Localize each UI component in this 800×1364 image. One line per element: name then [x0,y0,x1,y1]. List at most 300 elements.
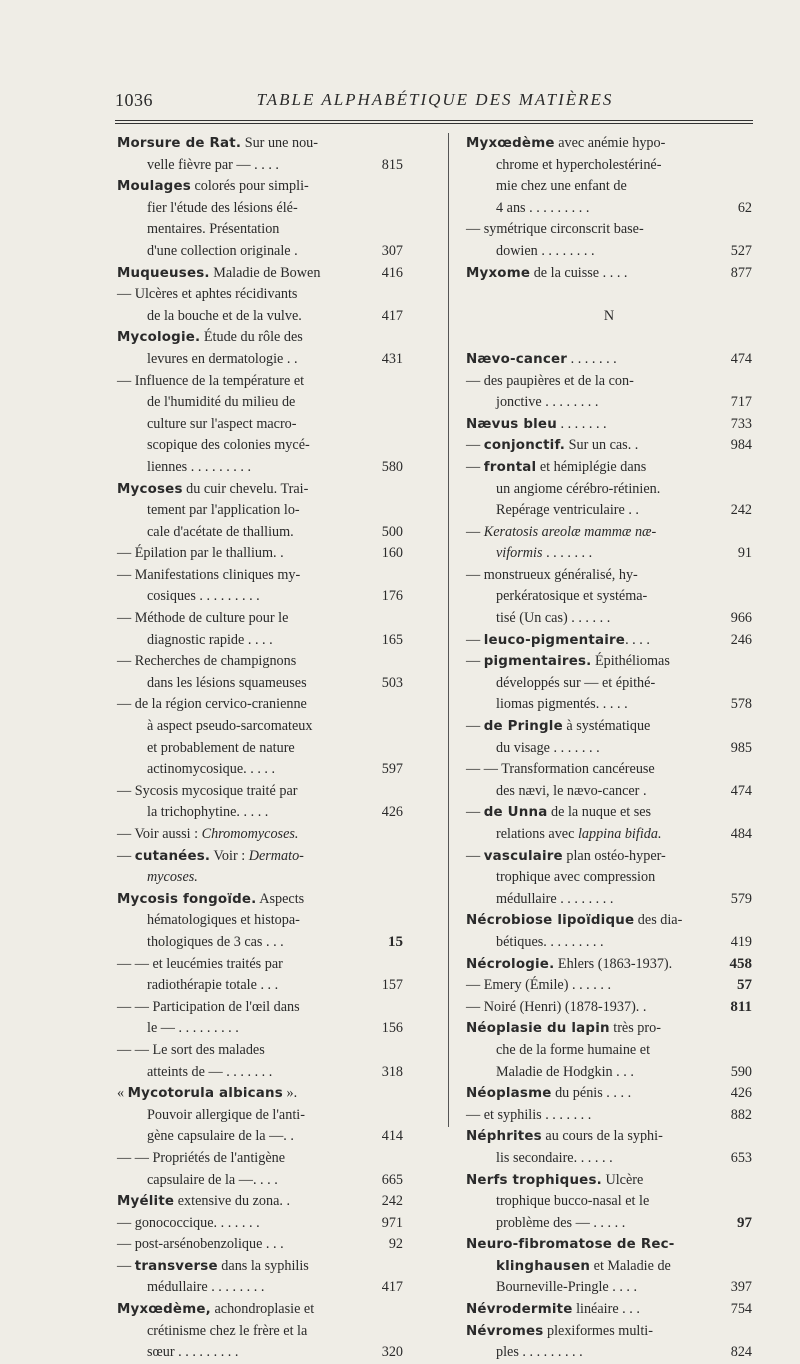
entry-text-part: — — Le sort des malades [117,1041,265,1058]
entry-text-part: Aspects [256,890,305,907]
entry-text-part: liennes . . . . . . . . . [147,458,252,475]
entry-text-part: atteints de — . . . . . . . [147,1063,273,1080]
entry-text-part: à systématique [562,718,651,735]
index-line [117,457,403,479]
entry-text [147,1277,264,1299]
index-line [466,608,752,630]
entry-subheading: transverse [134,1258,218,1274]
entry-subheading: frontal [483,459,537,475]
entry-heading: Myxœdème [466,136,555,151]
entry-text-part: fier l'étude des lésions élé- [147,199,298,216]
page-reference: 242 [730,502,752,519]
entry-text [496,1277,637,1299]
column-divider [448,133,449,1127]
index-line [117,1018,403,1040]
index-line [466,284,752,306]
entry-text [117,954,283,976]
index-line [466,1018,752,1040]
entry-text-part: — [117,1257,135,1274]
entry-text [496,198,589,220]
entry-italic: Keratosis areolæ mammæ næ- [483,523,657,540]
entry-text [496,586,647,608]
entry-text-part: Sur une nou- [241,135,318,151]
entry-text-part: problème des — . . . . . [496,1214,626,1231]
index-line [466,997,752,1019]
entry-text [466,1234,675,1256]
index-line [466,1299,752,1321]
index-line [466,457,752,479]
entry-text-part: ». [282,1085,298,1102]
entry-text-part: — [466,718,484,735]
index-line [466,1105,752,1127]
section-letter: N [603,307,615,324]
entry-text [117,1040,265,1062]
entry-text [496,738,600,760]
entry-text [117,824,298,846]
index-line [466,414,752,436]
page-reference: 426 [381,804,403,821]
index-line [466,1277,752,1299]
entry-text-part: Épithéliomas [591,653,670,670]
entry-text-part: bétiques. . . . . . . . . [496,933,604,950]
index-line [466,479,752,501]
entry-text-part: perkératosique et systéma- [496,588,648,605]
entry-text [466,802,651,824]
index-line [117,630,403,652]
entry-text [496,608,610,630]
entry-text-part: — Méthode de culture pour le [117,610,289,627]
index-line [117,997,403,1019]
index-line [117,522,403,544]
entry-heading: Myélite [117,1194,175,1210]
entry-text-part: cosiques . . . . . . . . . [147,588,260,605]
entry-text-part: sœur . . . . . . . . . [147,1344,239,1361]
entry-text-part: un angiome cérébro-rétinien. [496,480,661,497]
entry-text [496,543,592,565]
page-reference: 484 [730,826,752,842]
entry-text [466,1126,663,1148]
entry-text [466,1018,661,1040]
entry-text [496,694,628,716]
entry-text-part: colorés pour simpli- [190,178,309,195]
index-line [117,543,403,565]
entry-italic: mycoses. [147,869,198,886]
entry-subheading: de Unna [483,805,548,821]
page-reference: 417 [381,1279,403,1296]
page-reference: 500 [381,523,403,540]
index-line [117,435,403,457]
index-line [117,1342,403,1364]
index-line [466,954,752,976]
entry-text-part: — gonococcique. . . . . . . [117,1214,260,1231]
entry-text-part: mentaires. Présentation [147,221,280,238]
entry-text [147,910,300,932]
index-line [466,349,752,371]
index-line [466,435,752,457]
index-line [466,306,752,328]
page-reference: 160 [381,545,403,562]
index-line [117,975,403,997]
page-reference: 416 [381,264,403,281]
index-line [466,1040,752,1062]
entry-text [496,824,662,846]
entry-subheading: cutanées. [134,848,211,864]
entry-heading: Nécrobiose lipoïdique [466,913,635,929]
entry-text-part: de la nuque et ses [547,804,652,821]
entry-text [147,716,312,738]
page-reference: 754 [730,1301,752,1318]
entry-italic: Chromomycoses. [201,826,299,842]
entry-heading: klinghausen [496,1258,591,1274]
entry-text [466,457,646,479]
entry-text-part: tement par l'application lo- [147,502,300,519]
entry-text [466,997,646,1019]
index-line [117,932,403,954]
index-line [117,759,403,781]
entry-text-part: relations avec [496,826,578,842]
entry-text-part: de l'humidité du milieu de [147,394,296,411]
index-line [466,1083,752,1105]
index-line [117,155,403,177]
entry-text [147,975,278,997]
entry-text-part: . . . . . . . [556,415,607,432]
index-line [117,1126,403,1148]
entry-text-part: dans la syphilis [217,1257,309,1274]
entry-text [466,349,617,371]
entry-text [496,1040,650,1062]
entry-italic: Dermato- [248,847,304,864]
index-line [117,284,403,306]
index-line [466,781,752,803]
index-line [117,1170,403,1192]
page-reference: 474 [730,782,752,799]
entry-heading: Nécrologie. [466,956,555,972]
entry-text [496,867,655,889]
page-reference: 426 [730,1085,752,1102]
page-reference: 414 [381,1128,403,1145]
entry-text [466,522,656,544]
entry-text-part: . . . . . . . [542,545,593,562]
index-line [117,846,403,868]
entry-text-part: de la bouche et de la vulve. [147,307,302,324]
page-reference: 984 [730,437,752,454]
index-line [117,738,403,760]
index-line [466,651,752,673]
entry-text [496,889,613,911]
index-line [466,1062,752,1084]
index-line [117,1083,403,1105]
entry-text-part: capsulaire de la —. . . . [147,1171,278,1188]
index-line [466,910,752,932]
entry-text-part: linéaire . . . [572,1301,640,1318]
entry-text-part: chrome et hypercholestériné- [496,156,662,173]
entry-text-part: Étude du rôle des [200,329,303,346]
entry-text [466,1170,643,1192]
entry-text-part: tisé (Un cas) . . . . . . [496,610,611,627]
page-reference: 665 [381,1171,403,1188]
entry-text [466,371,634,393]
entry-text [496,155,661,177]
index-line [466,1148,752,1170]
entry-text-part: — [466,653,484,670]
page-reference: 590 [730,1063,752,1080]
running-title: TABLE ALPHABÉTIQUE DES MATIÈRES [256,90,614,109]
entry-text-part: actinomycosique. . . . . [147,761,276,778]
index-line [117,954,403,976]
entry-text-part: lis secondaire. . . . . . [496,1149,613,1166]
index-line [117,802,403,824]
page-reference: 824 [730,1344,752,1361]
entry-heading: Muqueuses. [117,265,210,281]
index-line [466,1191,752,1213]
index-line [466,759,752,781]
index-line [117,392,403,414]
header-rule [115,120,753,124]
entry-heading: Neuro-fibromatose de Rec- [466,1237,675,1253]
index-line [466,802,752,824]
page-reference: 527 [730,242,752,259]
entry-text [147,457,251,479]
entry-heading: Mycoses [117,481,183,497]
entry-subheading: Mycotorula albicans [127,1086,283,1102]
index-line [117,414,403,436]
entry-text [147,1018,239,1040]
entry-text-part: de la cuisse . . . . [530,264,628,281]
entry-heading: Myxome [466,265,531,281]
entry-text [147,219,279,241]
entry-text-part: — [466,847,484,864]
entry-text [496,673,655,695]
entry-text-part: — post-arsénobenzolique . . . [117,1236,284,1253]
index-line [466,371,752,393]
entry-text-part: — [466,523,484,540]
entry-text-part: — — et leucémies traités par [117,955,283,972]
entry-text [147,586,260,608]
index-line [117,306,403,328]
entry-text-part: médullaire . . . . . . . . [496,890,614,907]
index-line [117,1234,403,1256]
entry-text [147,155,279,177]
index-line [117,349,403,371]
index-line [117,694,403,716]
index-line [117,781,403,803]
entry-text [466,263,627,285]
entry-text [117,371,304,393]
entry-text-part: Ehlers (1863-1937). [554,955,673,972]
index-line [117,1191,403,1213]
page-reference: 811 [730,998,752,1015]
entry-text-part: . . . . [625,631,650,648]
entry-text-part: le — . . . . . . . . . [147,1020,239,1037]
entry-text-part: « [117,1085,128,1102]
page-reference: 474 [730,350,752,367]
index-line [466,867,752,889]
page-reference: 971 [381,1214,403,1231]
entry-text [496,781,647,803]
entry-text [117,176,309,198]
entry-text [117,1191,290,1213]
page-reference: 242 [381,1193,403,1210]
index-line [466,133,752,155]
entry-text [117,997,300,1019]
index-line [466,565,752,587]
entry-text [147,198,298,220]
index-line [117,1256,403,1278]
entry-text-part: Sur un cas. . [565,437,639,454]
entry-text [117,479,308,501]
entry-text [117,608,288,630]
entry-text-part: — de la région cervico-cranienne [117,696,307,713]
entry-italic: viformis [496,545,543,562]
entry-text [466,759,655,781]
index-line [117,479,403,501]
page-reference: 156 [381,1020,403,1037]
entry-text [496,1062,634,1084]
entry-text-part: très pro- [609,1020,661,1037]
entry-text [117,651,296,673]
page-reference: 966 [730,610,752,627]
index-line [117,500,403,522]
index-line [466,630,752,652]
entry-text-part: crétinisme chez le frère et la [147,1322,308,1339]
index-line [117,608,403,630]
entry-text-part: Maladie de Hodgkin . . . [496,1063,634,1080]
index-line [117,1299,403,1321]
page-reference: 597 [381,761,403,778]
entry-text-part: — [466,458,484,475]
index-line [466,716,752,738]
page-number: 1036 [115,90,153,110]
entry-text [466,1083,631,1105]
index-line [466,500,752,522]
page-reference: 458 [729,955,752,972]
entry-heading: Morsure de Rat. [117,136,242,151]
entry-text [117,1299,314,1321]
index-line [117,673,403,695]
page-reference: 417 [381,307,403,324]
entry-text-part: extensive du zona. . [174,1193,291,1210]
index-line [466,198,752,220]
entry-subheading: vasculaire [483,848,563,864]
index-line [466,1256,752,1278]
entry-text-part: 4 ans . . . . . . . . . [496,199,590,216]
entry-text-part: liomas pigmentés. . . . . [496,696,628,713]
page-reference: 97 [737,1214,752,1231]
entry-text [147,759,275,781]
entry-text-part: radiothérapie totale . . . [147,977,279,994]
entry-text-part: — [466,631,484,648]
index-line [466,694,752,716]
entry-text [496,1191,649,1213]
index-line [466,889,752,911]
entry-text-part: diagnostic rapide . . . . [147,631,273,648]
entry-text-part: dans les lésions squameuses [147,674,307,691]
entry-text [117,327,303,349]
entry-text [466,435,638,457]
page-reference: 62 [737,199,752,216]
index-line [117,371,403,393]
index-line [466,932,752,954]
entry-text [147,932,284,954]
entry-text-part: dowien . . . . . . . . [496,242,595,259]
page-reference: 176 [381,588,403,605]
entry-heading: Nævus bleu [466,416,557,432]
entry-subheading: leuco-pigmentaire [483,632,626,648]
entry-text [147,500,300,522]
entry-text [147,1321,307,1343]
entry-heading: Mycologie. [117,330,201,346]
entry-text [496,392,598,414]
entry-text [466,954,672,976]
entry-heading: Moulages [117,179,191,195]
entry-text-part: — Influence de la température et [117,372,305,389]
page-reference: 320 [381,1344,403,1361]
index-line [466,522,752,544]
entry-text-part: Maladie de Bowen [209,264,321,281]
entry-text [496,932,604,954]
entry-text [147,435,310,457]
page-reference: 877 [730,264,752,281]
index-line [117,1277,403,1299]
entry-text-part: — [117,847,135,864]
page-reference: 318 [381,1063,403,1080]
entry-text-part: trophique avec compression [496,869,656,886]
entry-text [496,1256,671,1278]
entry-text-part: hématologiques et histopa- [147,912,300,929]
entry-text-part: la trichophytine. . . . . [147,804,269,821]
index-line [466,1213,752,1235]
page-reference: 15 [388,933,403,950]
entry-text [496,500,639,522]
entry-text-part: — des paupières et de la con- [466,372,634,389]
page-reference: 580 [381,458,403,475]
entry-text-part: — et syphilis . . . . . . . [466,1106,592,1123]
index-line [466,846,752,868]
entry-text-part: — Voir aussi : [117,826,202,842]
page-reference: 419 [730,933,752,950]
entry-text-part: Pouvoir allergique de l'anti- [147,1106,305,1123]
entry-heading: Nerfs trophiques. [466,1172,602,1188]
entry-text-part: au cours de la syphi- [541,1128,663,1145]
index-line [117,1321,403,1343]
index-line [117,133,403,155]
page-reference: 91 [737,545,752,562]
right-index-column [466,133,752,1364]
index-line [117,586,403,608]
entry-text-part: Ulcère [601,1171,644,1188]
entry-text-part: — Manifestations cliniques my- [117,566,301,583]
index-line [466,975,752,997]
entry-heading: Néphrites [466,1129,542,1145]
entry-text [117,1213,260,1235]
index-line [117,889,403,911]
index-line [117,1105,403,1127]
index-line [117,241,403,263]
entry-text [466,133,665,155]
index-line [466,1126,752,1148]
entry-text-part: — Sycosis mycosique traité par [117,782,298,799]
entry-text [147,1105,305,1127]
entry-text-part: thologiques de 3 cas . . . [147,933,284,950]
entry-text-part: scopique des colonies mycé- [147,437,310,454]
page-reference: 882 [730,1106,752,1123]
index-line [117,565,403,587]
entry-text-part: et probablement de nature [147,739,295,756]
entry-text-part: des nævi, le nævo-cancer . [496,782,647,799]
entry-text [147,414,297,436]
entry-text-part: du cuir chevelu. Trai- [182,480,309,497]
index-line [466,155,752,177]
